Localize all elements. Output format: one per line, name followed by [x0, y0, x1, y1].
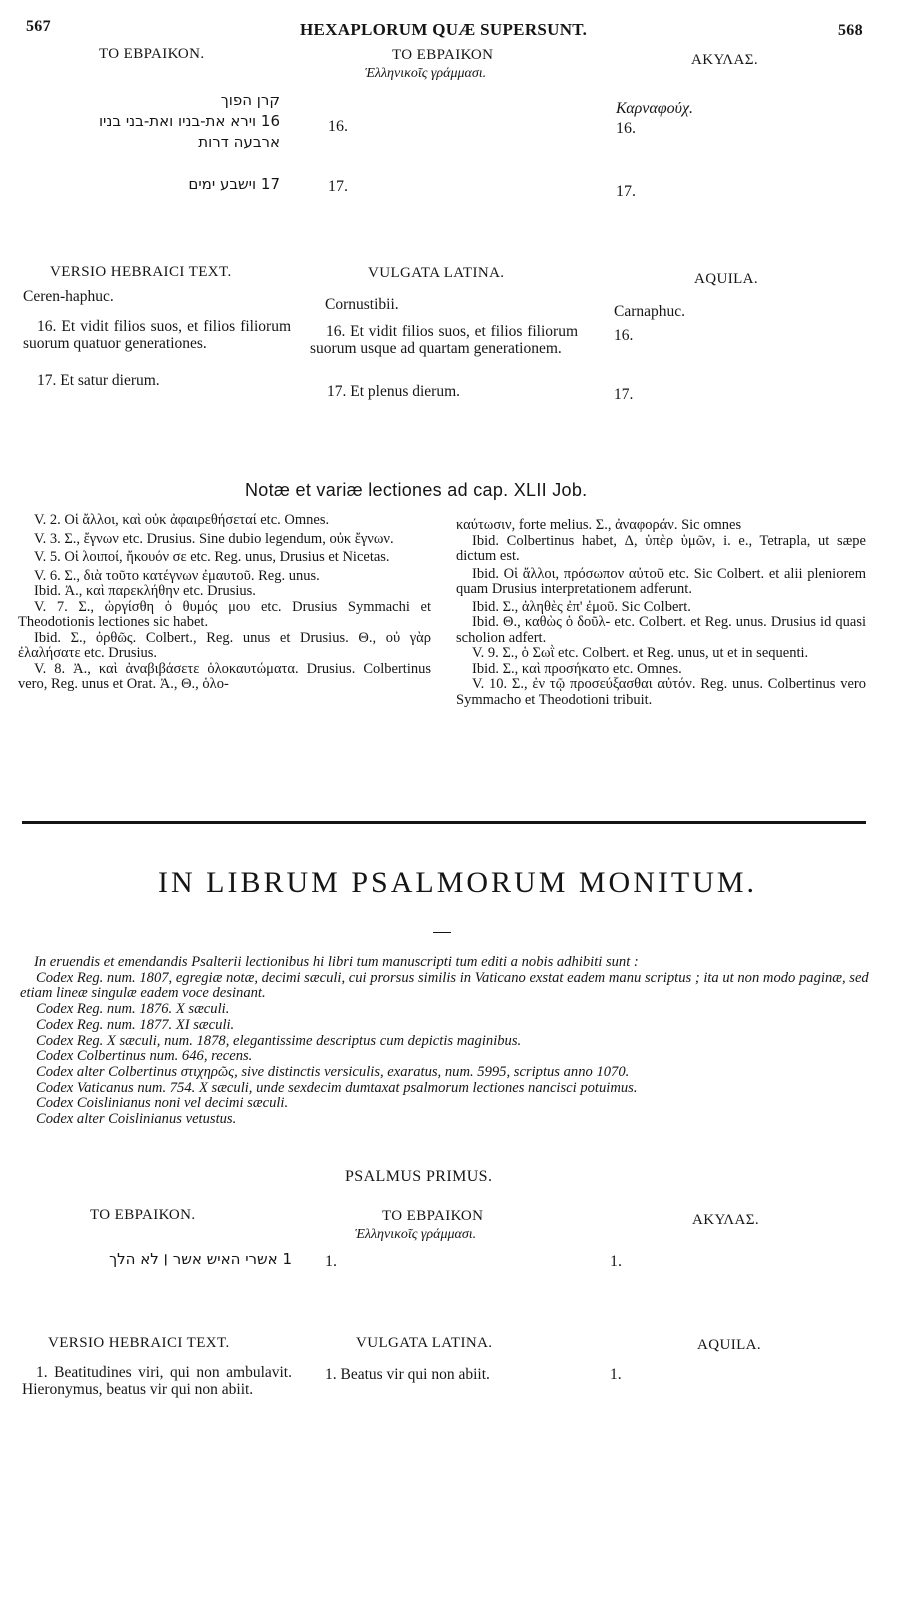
hebrew-line: 17 וישבע ימים [188, 175, 280, 193]
note-item: V. 5. Οἱ λοιποί, ἤκουόν σε etc. Reg. unus, Drusius et Nicetas. [34, 549, 390, 565]
psalm-col-title-aquila: AQUILA. [697, 1337, 762, 1353]
note-item: V. 3. Σ., ἔγνων etc. Drusius. Sine dubio legendum, οὐκ ἔγνων. [34, 530, 394, 547]
aquila-greek-line: 16. [616, 120, 636, 137]
aquila-verse-16: 16. [614, 327, 634, 344]
monitum-intro: In eruendis et emendandis Psalterii lectionibus hi libri tum manuscripti tum editi a nobis adhibiti sunt : [34, 954, 639, 970]
page-number-right: 568 [838, 22, 863, 39]
page-number-left: 567 [26, 18, 51, 35]
vulgata-verse-17: 17. Et plenus dierum. [327, 383, 461, 400]
note-item: Ibid. Ἀ., καὶ παρεκλήθην etc. Drusius. [34, 583, 256, 599]
title-dash [433, 932, 451, 933]
codex-entry: Codex Reg. num. 1807, egregiæ notæ, decimi sæculi, cui prorsus similis in Vaticano exstat eadem manu scriptus ; ita ut non modo paginæ, sed etiam lineæ singulæ eadem voce desinant. [20, 969, 869, 1002]
psalm-col-title-versio: VERSIO HEBRAICI TEXT. [48, 1335, 230, 1351]
codex-entry: Codex Coislinianus noni vel decimi sæculi. [36, 1095, 289, 1112]
psalm-greek-verse-1: 1. [325, 1253, 337, 1270]
codex-entry: Codex Reg. num. 1877. XI sæculi. [36, 1016, 235, 1033]
section-divider [22, 821, 866, 824]
col-title-vulgata: VULGATA LATINA. [368, 265, 505, 281]
aquila-verse-17: 17. [614, 386, 634, 403]
aquila-greek-line: 17. [616, 183, 636, 200]
notes-right-column [456, 518, 866, 708]
versio-verse-16: 16. Et vidit filios suos, et filios filiorum suorum quatuor generationes. [23, 318, 291, 352]
note-item: Ibid. Οἱ ἄλλοι, πρόσωπον αὐτοῦ etc. Sic Colbert. et alii pleniorem quam Drusius interpretationem adferunt. [456, 565, 866, 597]
note-item: καύτωσιν, forte melius. Σ., ἀναφοράν. Sic omnes [456, 517, 742, 533]
versio-verse-17: 17. Et satur dierum. [37, 372, 160, 389]
col-title-aquila: AQUILA. [694, 271, 759, 287]
note-item: Ibid. Θ., καθὼς ὁ δοῦλ- etc. Colbert. et Reg. unus. Drusius id quasi scholion adfert. [456, 614, 866, 646]
col-title-versio: VERSIO HEBRAICI TEXT. [50, 264, 232, 280]
hebrew-line: קרן הפוך [220, 91, 280, 109]
col-subtitle-greek: Ἑλληνικοῖς γράμμασι. [365, 66, 487, 81]
note-item: V. 2. Οἱ ἄλλοι, καὶ οὐκ ἀφαιρεθήσεταί etc. Omnes. [34, 512, 330, 528]
greek-verse-number: 16. [328, 118, 348, 135]
aquila-greek-line: Καρναφούχ. [616, 100, 694, 117]
monitum-title: IN LIBRUM PSALMORUM MONITUM. [158, 866, 758, 899]
vulgata-cornustibii: Cornustibii. [325, 296, 399, 313]
greek-verse-number: 17. [328, 178, 348, 195]
monitum-body [20, 955, 870, 1128]
codex-entry: Codex Reg. X sæculi, num. 1878, elegantissime descriptus cum depictis maginibus. [36, 1032, 522, 1049]
aquila-carnaphuc: Carnaphuc. [614, 303, 686, 320]
psalm-vulgata-verse-1: 1. Beatus vir qui non abiit. [325, 1366, 490, 1383]
note-item: Ibid. Σ., καὶ προσήκατο etc. Omnes. [472, 660, 682, 677]
codex-entry: Codex Reg. num. 1876. X sæculi. [36, 1001, 230, 1018]
psalm-col-title-aquila-greek: ΑΚΥΛΑΣ. [692, 1212, 760, 1228]
note-item: Ibid. Colbertinus habet, Δ, ὑπὲρ ὑμῶν, i. e., Tetrapla, ut sæpe dictum est. [456, 532, 866, 564]
psalm-col-title-vulgata: VULGATA LATINA. [356, 1335, 493, 1351]
versio-ceren: Ceren-haphuc. [23, 288, 114, 305]
psalm-aquila-greek-verse-1: 1. [610, 1253, 622, 1270]
col-title-aquila-greek: ΑΚΥΛΑΣ. [691, 52, 759, 68]
codex-entry: Codex alter Coislinianus vetustus. [36, 1111, 237, 1128]
note-item: V. 8. Ἀ., καὶ ἀναβιβάσετε ὁλοκαυτώματα. Drusius. Colbertinus vero, Reg. unus et Orat. Ἀ., Θ., ὁλο- [18, 660, 431, 692]
psalm-col-title-greek: ΤΟ ΕΒΡΑΙΚΟΝ [382, 1208, 484, 1224]
hebrew-line: ארבעה דרות [198, 133, 280, 151]
codex-entry: Codex Vaticanus num. 754. X sæculi, unde sexdecim dumtaxat psalmorum lectiones nancisci potuimus. [36, 1079, 638, 1096]
hebrew-line: 16 וירא את-בניו ואת-בני בניו [98, 112, 280, 130]
codex-entry: Codex Colbertinus num. 646, recens. [36, 1048, 253, 1065]
psalm-versio-verse-1: 1. Beatitudines viri, qui non ambulavit. Hieronymus, beatus vir qui non abiit. [22, 1364, 292, 1398]
psalm-col-subtitle-greek: Ἑλληνικοῖς γράμμασι. [355, 1227, 477, 1242]
notes-title: Notæ et variæ lectiones ad cap. XLII Job. [245, 480, 588, 500]
psalm-aquila-verse-1: 1. [610, 1366, 622, 1383]
col-title-hebrew: ΤΟ ΕΒΡΑΙΚΟΝ. [99, 46, 205, 62]
note-item: Ibid. Σ., ὀρθῶς. Colbert., Reg. unus et Drusius. Θ., οὐ γὰρ ἐλαλήσατε etc. Drusius. [18, 629, 431, 661]
notes-left-column [18, 513, 431, 693]
note-item: V. 9. Σ., ὁ Σωῒ etc. Colbert. et Reg. unus, ut et in sequenti. [472, 645, 809, 661]
note-item: V. 7. Σ., ὠργίσθη ὁ θυμός μου etc. Drusius Symmachi et Theodotionis lectiones sic habet. [18, 598, 431, 630]
psalm-title: PSALMUS PRIMUS. [345, 1168, 493, 1185]
vulgata-verse-16: 16. Et vidit filios suos, et filios filiorum suorum usque ad quartam generationem. [310, 323, 578, 357]
note-item: V. 6. Σ., διὰ τοῦτο κατέγνων ἐμαυτοῦ. Reg. unus. [34, 567, 320, 584]
psalm-col-title-hebrew: ΤΟ ΕΒΡΑΙΚΟΝ. [90, 1207, 196, 1223]
psalm-hebrew-verse-1: 1 אשרי האיש אשר ׀ לא הלך [109, 1250, 292, 1268]
note-item: Ibid. Σ., ἀληθὲς ἐπ' ἐμοῦ. Sic Colbert. [472, 598, 691, 615]
running-title: HEXAPLORUM QUÆ SUPERSUNT. [300, 20, 588, 39]
note-item: V. 10. Σ., ἐν τῷ προσεύξασθαι αὐτόν. Reg. unus. Colbertinus vero Symmacho et Theodotioni tribuit. [456, 676, 866, 708]
codex-entry: Codex alter Colbertinus στιχηρῶς, sive distinctis versiculis, exaratus, num. 5995, scriptus anno 1070. [36, 1063, 630, 1080]
col-title-greek: ΤΟ ΕΒΡΑΙΚΟΝ [392, 47, 494, 63]
